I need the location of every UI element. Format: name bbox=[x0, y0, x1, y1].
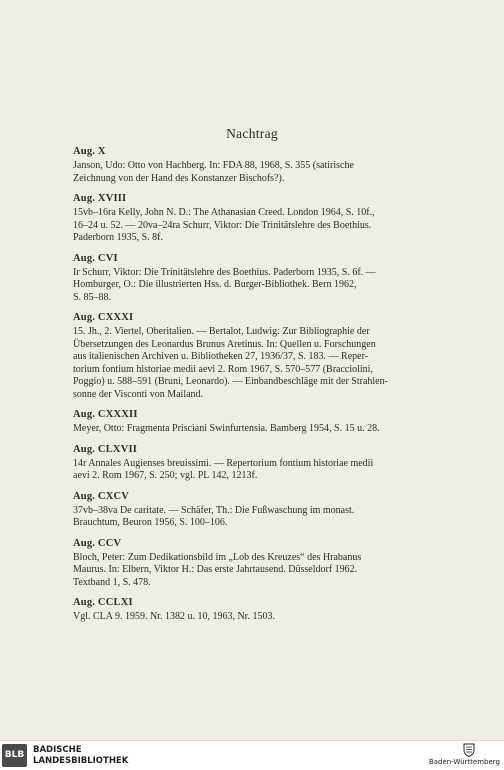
entry bbox=[73, 491, 425, 530]
entry-title: Aug. CVI bbox=[73, 252, 118, 264]
entry-title: Aug. CXXXI bbox=[73, 312, 134, 323]
entry-line: sonne der Visconti von Mailand. bbox=[73, 388, 204, 400]
blb-logo[interactable]: BLB bbox=[2, 744, 27, 767]
entry bbox=[73, 538, 425, 590]
entry-line: Poggio) u. 588–591 (Bruni, Leonardo). — Einbandbeschläge mit der Strahlen- bbox=[73, 376, 388, 387]
entry-line: Zeichnung von der Hand des Konstanzer Bischofs?). bbox=[73, 172, 285, 184]
library-name-line: LANDESBIBLIOTHEK bbox=[33, 756, 129, 766]
entry-line: torium fontium historiae medii aevi 2. Rom 1967, S. 570–577 (Bracciolini, bbox=[73, 363, 373, 375]
entry-line: Paderborn 1935, S. 8f. bbox=[73, 232, 163, 243]
entry-title: Aug. CXXXII bbox=[73, 409, 138, 420]
entry-body bbox=[73, 552, 425, 590]
entry-body bbox=[73, 160, 425, 185]
entry-title: Aug. CCV bbox=[73, 537, 122, 549]
entry bbox=[73, 409, 425, 436]
entry-line: S. 85–88. bbox=[73, 291, 112, 303]
entry-line: aus italienischen Archiven u. Bibliotheken 27, 1936/37, S. 183. — Reper- bbox=[73, 351, 369, 362]
entry-list bbox=[73, 146, 425, 624]
coat-of-arms-icon bbox=[462, 743, 476, 757]
entry-body bbox=[73, 267, 425, 305]
entry-line: Bloch, Peter: Zum Dedikationsbild im „Lob des Kreuzes“ des Hrabanus bbox=[73, 551, 362, 563]
library-name-line: BADISCHE bbox=[33, 745, 82, 755]
entry-line: 16–24 u. 52. — 20va–24ra Schurr, Viktor: Die Trinitätslehre des Boethius. bbox=[73, 219, 372, 231]
library-footer bbox=[0, 740, 504, 770]
entry-title: Aug. X bbox=[73, 146, 106, 157]
entry-body bbox=[73, 423, 425, 436]
entry-title: Aug. CXCV bbox=[73, 490, 130, 502]
entry-line: Textband 1, S. 478. bbox=[73, 576, 151, 588]
entry-body bbox=[73, 458, 425, 483]
entry-line: 37vb–38va De caritate. — Schäfer, Th.: Die Fußwaschung im monast. bbox=[73, 504, 355, 516]
entry bbox=[73, 444, 425, 483]
entry bbox=[73, 312, 425, 401]
entry-line: Brauchtum, Beuron 1956, S. 100–106. bbox=[73, 517, 228, 528]
entry-line: Maurus. In: Elbern, Viktor H.: Das erste Jahrtausend. Düsseldorf 1962. bbox=[73, 564, 358, 575]
entry-body bbox=[73, 611, 425, 624]
region-label: Baden-Württemberg bbox=[428, 758, 500, 766]
entry bbox=[73, 146, 425, 185]
entry-line: 14r Annales Augienses breuissimi. — Repertorium fontium historiae medii bbox=[73, 457, 374, 469]
entry-body bbox=[73, 207, 425, 245]
entry-line: 15vb–16ra Kelly, John N. D.: The Athanasian Creed. London 1964, S. 10f., bbox=[73, 207, 375, 218]
entry bbox=[73, 253, 425, 305]
entry-line: Übersetzungen des Leonardus Brunus Aretinus. In: Quellen u. Forschungen bbox=[73, 338, 376, 350]
entry-line: aevi 2. Rom 1967, S. 250; vgl. PL 142, 1213f. bbox=[73, 470, 258, 481]
entry-body bbox=[73, 326, 425, 401]
entry-line: Homburger, O.: Die illustrierten Hss. d. Burger-Bibliothek. Bern 1962, bbox=[73, 279, 357, 290]
entry-title: Aug. CLXVII bbox=[73, 443, 138, 455]
entry-title: Aug. XVIII bbox=[73, 193, 127, 204]
entry-body bbox=[73, 505, 425, 530]
page-heading: Nachtrag bbox=[226, 126, 278, 141]
entry-line: 15. Jh., 2. Viertel, Oberitalien. — Bertalot, Ludwig: Zur Bibliographie der bbox=[73, 326, 370, 337]
library-name bbox=[33, 745, 128, 767]
entry-line: Janson, Udo: Otto von Hachberg. In: FDA 88, 1968, S. 355 (satirische bbox=[73, 160, 354, 171]
entry-title: Aug. CCLXI bbox=[73, 597, 133, 608]
entry-line: Vgl. CLA 9. 1959. Nr. 1382 u. 10, 1963, Nr. 1503. bbox=[73, 611, 275, 622]
entry-line: Ir Schurr, Viktor: Die Trinitätslehre des Boethius. Paderborn 1935, S. 6f. — bbox=[73, 266, 376, 278]
entry bbox=[73, 193, 425, 245]
entry bbox=[73, 597, 425, 624]
entry-line: Meyer, Otto: Fragmenta Prisciani Swinfurtensia. Bamberg 1954, S. 15 u. 28. bbox=[73, 423, 380, 434]
